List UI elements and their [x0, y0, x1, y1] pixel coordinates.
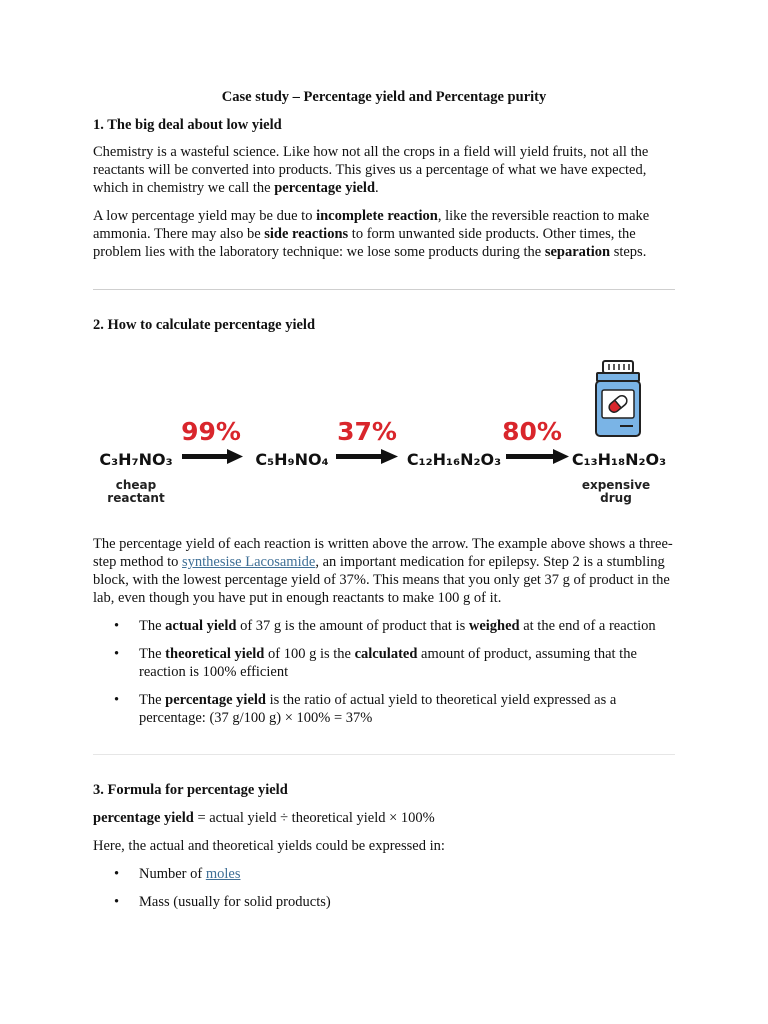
bold-term: separation — [544, 244, 611, 260]
bold-term: percentage yield — [274, 180, 376, 196]
compound-4: C₁₃H₁₈N₂O₃ — [571, 450, 667, 469]
expensive-label: expensive — [581, 478, 651, 492]
text-run: The — [139, 646, 166, 662]
bullet-icon: • — [114, 646, 120, 662]
text-run: Number of — [139, 866, 206, 882]
text-run: The — [139, 618, 166, 634]
synthesise-lacosamide-link[interactable]: synthesise Lacosamide — [182, 554, 316, 570]
section-divider — [93, 289, 675, 290]
drug-label: drug — [600, 491, 632, 505]
text-run: of 100 g is the — [264, 646, 355, 662]
text-run: Mass (usually for solid products) — [139, 894, 331, 910]
section-1-paragraph-2 — [93, 207, 675, 261]
list-item — [93, 691, 675, 727]
bullet-icon: • — [114, 618, 120, 634]
bold-term: incomplete reaction — [316, 208, 438, 224]
list-item — [93, 865, 675, 883]
bold-term: theoretical yield — [165, 646, 265, 662]
arrow-icon — [506, 449, 569, 464]
section-2-heading: 2. How to calculate percentage yield — [93, 317, 316, 333]
bold-term: side reactions — [264, 226, 349, 242]
text-run: The percentage yield of each reaction is written above the arrow. The example above shows a three-step method to — [93, 536, 673, 570]
text-run: = actual yield ÷ theoretical yield × 100% — [193, 810, 435, 826]
reactant-label: reactant — [107, 491, 165, 505]
medicine-bottle-icon — [596, 361, 640, 436]
bold-term: weighed — [468, 618, 520, 634]
synthesis-route-figure — [93, 355, 675, 515]
yield-definitions-list — [93, 617, 675, 727]
text-run: Chemistry is a wasteful science. Like how not all the crops in a field will yield fruits, not all the reactants will be converted into products. This gives us a percentage of what we have expected, which in chemistry we call the — [93, 144, 649, 196]
text-run: A low percentage yield may be due to — [93, 208, 317, 224]
compound-3: C₁₂H₁₆N₂O₃ — [406, 450, 502, 469]
units-list — [93, 865, 675, 911]
bold-term: calculated — [354, 646, 418, 662]
text-run: at the end of a reaction — [519, 618, 656, 634]
section-1-paragraph-1 — [93, 143, 675, 197]
section-2-paragraph — [93, 535, 675, 607]
compound-2: C₅H₉NO₄ — [255, 450, 329, 469]
yield-step-3: 80% — [502, 417, 562, 446]
bullet-icon: • — [114, 894, 120, 910]
section-divider — [93, 754, 675, 755]
arrow-icon — [182, 449, 243, 464]
text-run: The — [139, 692, 166, 708]
text-run: . — [375, 180, 379, 196]
text-run: , an important medication for epilepsy. Step 2 is a stumbling block, with the lowest percentage yield of 37%. This means that you only get 37 g of product in the lab, even though you have put in enough reactants to make 100 g of it. — [93, 554, 670, 606]
text-run: is the ratio of actual yield to theoretical yield expressed as a percentage: (37 g/100 g) × 100% = 37% — [139, 692, 617, 726]
compound-1: C₃H₇NO₃ — [99, 450, 173, 469]
section-3-heading: 3. Formula for percentage yield — [93, 782, 288, 798]
list-item — [93, 645, 675, 681]
list-item — [93, 617, 675, 635]
arrow-icon — [336, 449, 398, 464]
units-intro: Here, the actual and theoretical yields could be expressed in: — [93, 838, 445, 854]
text-run: , like the reversible reaction to make ammonia. There may also be — [93, 208, 650, 242]
cheap-label: cheap — [115, 478, 157, 492]
bold-term: actual yield — [165, 618, 237, 634]
list-item — [93, 893, 675, 911]
text-run: steps. — [610, 244, 647, 260]
bullet-icon: • — [114, 866, 120, 882]
text-run: amount of product, assuming that the reaction is 100% efficient — [139, 646, 637, 680]
yield-step-2: 37% — [337, 417, 397, 446]
formula-line — [93, 809, 675, 827]
bullet-icon: • — [114, 692, 120, 708]
text-run: to form unwanted side products. Other times, the problem lies with the laboratory technique: we lose some products during the — [93, 226, 636, 260]
document-title: Case study – Percentage yield and Percentage purity — [221, 89, 547, 105]
bold-term: percentage yield — [93, 810, 194, 826]
moles-link[interactable]: moles — [205, 866, 241, 882]
yield-step-1: 99% — [181, 417, 241, 446]
bold-term: percentage yield — [165, 692, 266, 708]
section-1-heading: 1. The big deal about low yield — [93, 117, 282, 133]
text-run: of 37 g is the amount of product that is — [236, 618, 469, 634]
